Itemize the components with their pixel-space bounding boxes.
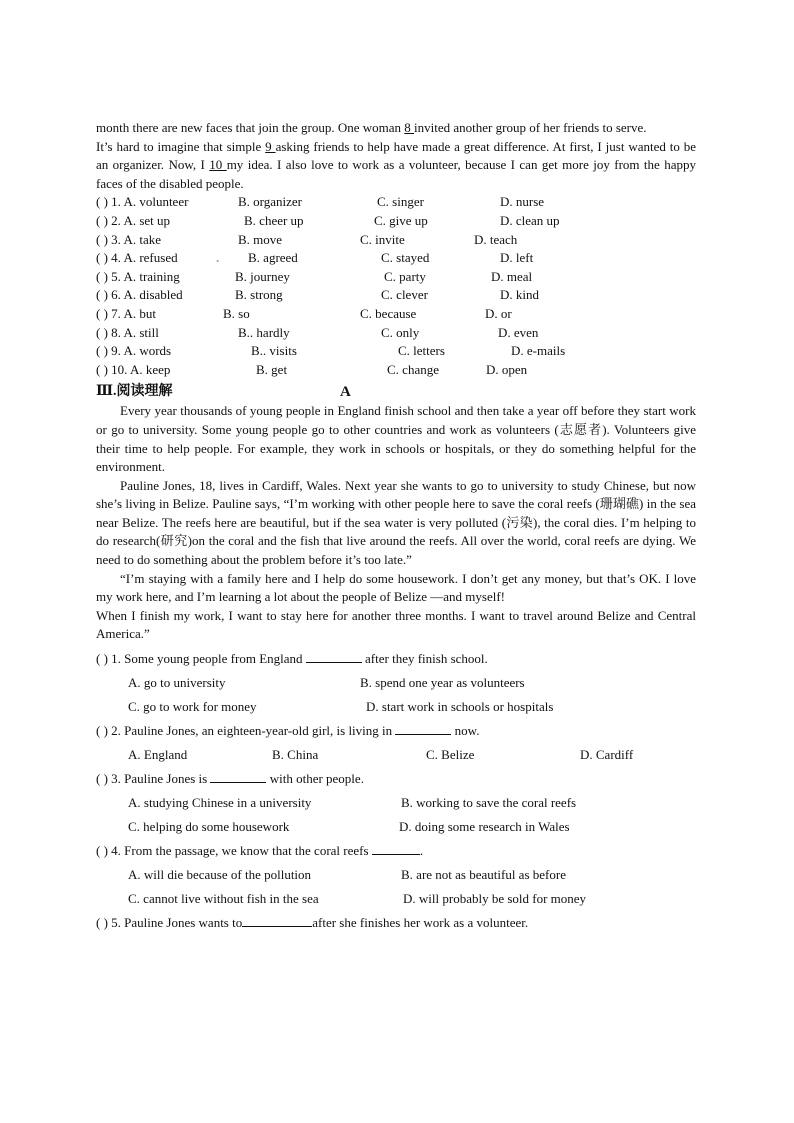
reading-options: C. cannot live without fish in the sea D. will probably be sold for money <box>128 891 587 907</box>
stray-dot: . <box>216 250 220 266</box>
cloze-question: ( ) 10. A. keep B. get C. change D. open <box>96 361 528 377</box>
answer-blank <box>306 649 362 663</box>
cloze-question-list <box>96 193 696 379</box>
reading-options: A. go to university B. spend one year as volunteers <box>128 675 525 691</box>
passage-label: A <box>340 384 351 401</box>
answer-blank <box>242 913 312 927</box>
answer-blank <box>210 769 266 783</box>
reading-options: C. go to work for money D. start work in schools or hospitals <box>128 699 554 715</box>
cloze-question: ( ) 7. A. but B. so C. because D. or <box>96 305 512 321</box>
cloze-question: ( ) 5. A. training B. journey C. party D. meal <box>96 268 533 284</box>
answer-blank <box>395 721 451 735</box>
reading-question-stem: ( ) 1. Some young people from England after they finish school. <box>96 651 488 667</box>
cloze-paragraph-2: It’s hard to imagine that simple 9 asking friends to help have made a great difference. At first, I just wanted to be an organizer. Now, I 10 my idea. I also love to work as a volunteer, because I can get more joy from the happy faces of the disabled people. <box>96 138 697 191</box>
cloze-question: ( ) 9. A. words B.. visits C. letters D. e-mails <box>96 343 566 359</box>
cloze-paragraph-1: month there are new faces that join the group. One woman 8 invited another group of her friends to serve. <box>96 120 647 135</box>
cloze-question: ( ) 1. A. volunteer B. organizer C. singer D. nurse <box>96 194 545 210</box>
reading-options: A. will die because of the pollution B. are not as beautiful as before <box>128 867 566 883</box>
reading-question-stem: ( ) 5. Pauline Jones wants to after she finishes her work as a volunteer. <box>96 915 529 931</box>
section-header <box>96 380 696 402</box>
reading-question-list <box>96 647 696 935</box>
cloze-question: ( ) 8. A. still B.. hardly C. only D. even <box>96 324 539 340</box>
reading-options: A. England B. China C. Belize D. Cardiff <box>128 747 634 763</box>
cloze-question: ( ) 6. A. disabled B. strong C. clever D. kind <box>96 287 539 303</box>
worksheet-page <box>96 119 696 935</box>
passage-paragraph-4: When I finish my work, I want to stay here for another three months. I want to travel around Belize and Central America.” <box>96 607 696 642</box>
blank-9: 9 <box>265 138 276 154</box>
passage-paragraph-1: Every year thousands of young people in England finish school and then take a year off before they start work or go to university. Some young people go to other countries and work as volunteers (志愿者). Volunteers give their time to help people. For example, they work in schools or hospitals, or they do something helpful for the environment. <box>96 403 696 475</box>
reading-options: A. studying Chinese in a university B. working to save the coral reefs <box>128 795 577 811</box>
answer-blank <box>372 841 420 855</box>
passage-paragraph-2: Pauline Jones, 18, lives in Cardiff, Wales. Next year she wants to go to university to study Chinese, but now she’s living in Belize. Pauline says, “I’m working with other people here to save the coral reefs (珊瑚礁) in the sea near Belize. The reefs here are beautiful, but if the sea water is very polluted (污染), the coral dies. I’m helping to do research(研究)on the coral and the fish that live around the reefs. All over the world, coral reefs are dying. We need to do something about the problem before it’s too late.” <box>96 477 696 568</box>
passage-paragraph-3: “I’m staying with a family here and I help do some housework. I don’t get any money, but that’s OK. I love my work here, and I’m learning a lot about the people of Belize —and myself! <box>96 570 696 605</box>
reading-options: C. helping do some housework D. doing some research in Wales <box>128 819 570 835</box>
reading-question-stem: ( ) 2. Pauline Jones, an eighteen-year-old girl, is living in now. <box>96 723 480 739</box>
blank-8: 8 <box>404 120 415 135</box>
cloze-question: ( ) 4. A. refused . B. agreed C. stayed D. left <box>96 249 696 268</box>
blank-10: 10 <box>209 157 227 173</box>
cloze-question: ( ) 2. A. set up B. cheer up C. give up D. clean up <box>96 212 560 228</box>
reading-question-stem: ( ) 4. From the passage, we know that the coral reefs . <box>96 843 424 859</box>
cloze-question: ( ) 3. A. take B. move C. invite D. teach <box>96 231 518 247</box>
section-title: Ⅲ.阅读理解 <box>96 384 173 400</box>
reading-question-stem: ( ) 3. Pauline Jones is with other people. <box>96 771 364 787</box>
